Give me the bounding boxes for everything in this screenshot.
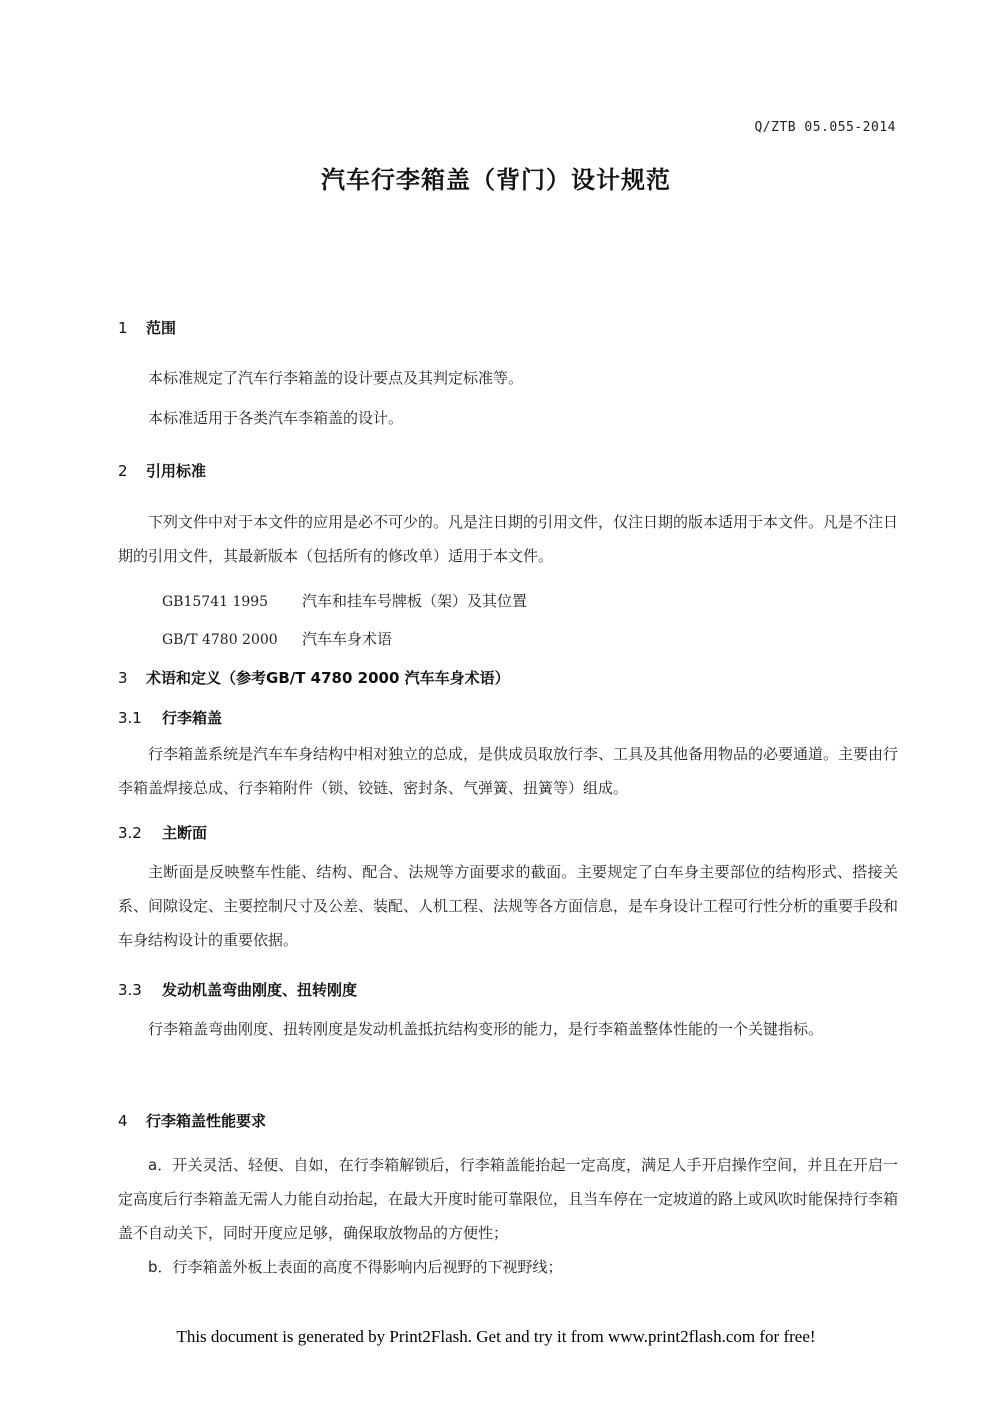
section-2-heading [118,460,206,481]
section-number: 4 [118,1112,128,1130]
section-label: 发动机盖弯曲刚度、扭转刚度 [162,981,358,999]
section-label: 术语和定义（参考GB/T 4780 2000 汽车车身术语） [146,669,510,687]
section-label: 引用标准 [146,462,207,480]
section-3-2-heading [118,822,207,843]
generator-footer: This document is generated by Print2Flash. Get and try it from www.print2flash.com for free! [176,1327,816,1346]
reference-name: 汽车车身术语 [302,630,393,648]
section-3-3-heading [118,979,357,1000]
section-3-2-paragraph: 主断面是反映整车性能、结构、配合、法规等方面要求的截面。主要规定了白车身主要部位的结构形式、搭接关系、间隙设定、主要控制尺寸及公差、装配、人机工程、法规等各方面信息，是车身设计工程可行性分析的重要手段和车身结构设计的重要依据。 [118,863,899,949]
reference-standard [162,628,392,649]
reference-code: GB15741 1995 [162,594,269,610]
section-3-1-paragraph: 行李箱盖系统是汽车车身结构中相对独立的总成，是供成员取放行李、工具及其他备用物品的必要通道。主要由行李箱盖焊接总成、行李箱附件（锁、铰链、密封条、气弹簧、扭簧等）组成。 [118,745,899,797]
reference-standard [162,590,527,611]
section-3-heading [118,667,510,688]
section-label: 主断面 [162,824,208,842]
section-number: 3.2 [118,824,142,842]
section-label: 范围 [146,319,177,337]
document-title: 汽车行李箱盖（背门）设计规范 [321,166,671,194]
section-number: 2 [118,462,128,480]
section-4-item-a: a．开关灵活、轻便、自如，在行李箱解锁后，行李箱盖能抬起一定高度，满足人手开启操作空间，并且在开启一定高度后行李箱盖无需人力能自动抬起，在最大开度时能可靠限位，且当车停在一定坡道的路上或风吹时能保持行李箱盖不自动关下，同时开度应足够，确保取放物品的方便性； [118,1156,899,1242]
section-number: 3 [118,669,128,687]
section-number: 3.1 [118,709,142,727]
section-4-item-b: b．行李箱盖外板上表面的高度不得影响内后视野的下视野线； [148,1258,563,1276]
section-number: 1 [118,319,128,337]
reference-name: 汽车和挂车号牌板（架）及其位置 [302,592,528,610]
section-1-paragraph-2: 本标准适用于各类汽车李箱盖的设计。 [148,409,404,427]
section-label: 行李箱盖 [162,709,223,727]
section-1-heading [118,317,176,338]
reference-code: GB/T 4780 2000 [162,632,278,648]
section-3-1-heading [118,707,222,728]
section-1-paragraph-1: 本标准规定了汽车行李箱盖的设计要点及其判定标准等。 [148,369,524,387]
document-number: Q/ZTB 05.055-2014 [754,120,896,135]
section-2-paragraph: 下列文件中对于本文件的应用是必不可少的。凡是注日期的引用文件，仅注日期的版本适用于本文件。凡是不注日期的引用文件，其最新版本（包括所有的修改单）适用于本文件。 [118,513,899,565]
section-3-3-paragraph: 行李箱盖弯曲刚度、扭转刚度是发动机盖抵抗结构变形的能力，是行李箱盖整体性能的一个关键指标。 [148,1020,824,1038]
section-4-heading [118,1110,266,1131]
section-label: 行李箱盖性能要求 [146,1112,267,1130]
section-number: 3.3 [118,981,142,999]
